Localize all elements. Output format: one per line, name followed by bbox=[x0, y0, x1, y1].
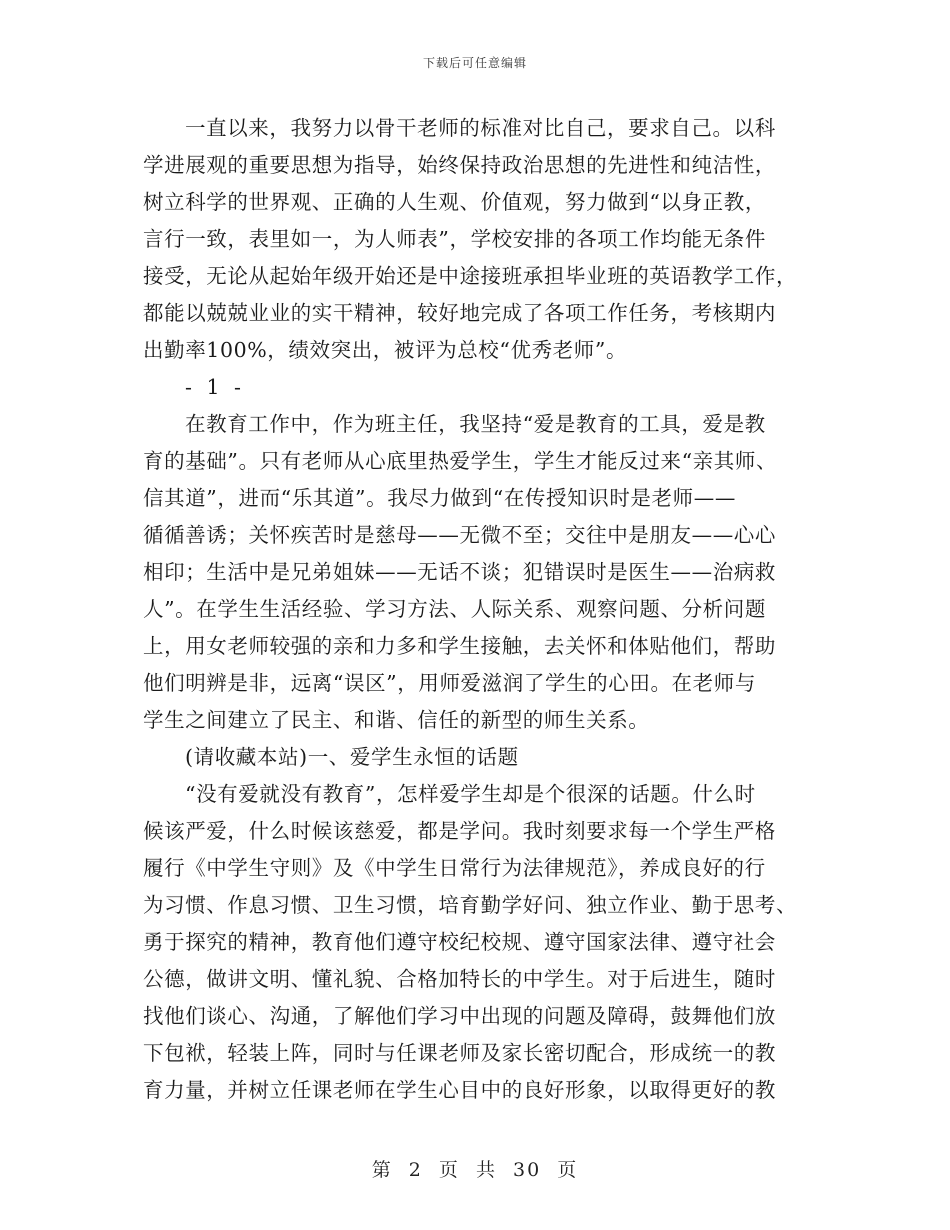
text-line: 都能以兢兢业业的实干精神，较好地完成了各项工作任务，考核期内 bbox=[143, 301, 776, 325]
footer-page-word: 页 bbox=[438, 1159, 460, 1181]
text-line: “没有爱就没有教育”，怎样爱学生却是个很深的话题。什么时 bbox=[185, 782, 756, 806]
inline-page-mark: - 1 - bbox=[185, 375, 245, 399]
text-line: 在教育工作中，作为班主任，我坚持“爱是教育的工具，爱是教 bbox=[185, 412, 766, 436]
text-line: 下包袱，轻装上阵，同时与任课老师及家长密切配合，形成统一的教 bbox=[143, 1041, 776, 1065]
text-line: 学生之间建立了民主、和谐、信任的新型的师生关系。 bbox=[143, 708, 650, 732]
text-line: 循循善诱；关怀疾苦时是慈母——无微不至；交往中是朋友——心心 bbox=[143, 523, 776, 547]
text-line: 找他们谈心、沟通，了解他们学习中出现的问题及障碍，鼓舞他们放 bbox=[143, 1004, 776, 1028]
text-line: 树立科学的世界观、正确的人生观、价值观，努力做到“以身正教， bbox=[143, 190, 766, 214]
text-line: 信其道”，进而“乐其道”。我尽力做到“在传授知识时是老师—— bbox=[143, 486, 736, 510]
text-line: 出勤率100%，绩效突出，被评为总校“优秀老师”。 bbox=[143, 338, 628, 362]
current-page-number: 2 bbox=[408, 1159, 423, 1181]
page-footer bbox=[0, 1155, 950, 1182]
document-body bbox=[143, 110, 815, 1109]
text-line: 接受，无论从起始年级开始还是中途接班承担毕业班的英语教学工作， bbox=[143, 264, 798, 288]
footer-suffix: 页 bbox=[557, 1159, 579, 1181]
text-line: 他们明辨是非，远离“误区”，用师爱滋润了学生的心田。在老师与 bbox=[143, 671, 756, 695]
footer-prefix: 第 bbox=[371, 1159, 393, 1181]
text-line: 公德，做讲文明、懂礼貌、合格加特长的中学生。对于后进生，随时 bbox=[143, 967, 776, 991]
text-line: 育力量，并树立任课老师在学生心目中的良好形象，以取得更好的教 bbox=[143, 1078, 776, 1102]
page-header: 下载后可任意编辑 bbox=[422, 56, 527, 70]
section-heading: (请收藏本站)一、爱学生永恒的话题 bbox=[185, 745, 519, 769]
footer-total-word: 共 bbox=[475, 1159, 497, 1181]
text-line: 一直以来，我努力以骨干老师的标准对比自己，要求自己。以科 bbox=[185, 116, 776, 140]
text-line: 候该严爱，什么时候该慈爱，都是学问。我时刻要求每一个学生严格 bbox=[143, 819, 776, 843]
text-line: 履行《中学生守则》及《中学生日常行为法律规范》，养成良好的行 bbox=[143, 856, 766, 880]
total-page-count: 30 bbox=[513, 1159, 542, 1181]
text-line: 上，用女老师较强的亲和力多和学生接触，去关怀和体贴他们，帮助 bbox=[143, 634, 776, 658]
text-line: 言行一致，表里如一，为人师表”，学校安排的各项工作均能无条件 bbox=[143, 227, 766, 251]
text-line: 人”。在学生生活经验、学习方法、人际关系、观察问题、分析问题 bbox=[143, 597, 766, 621]
text-line: 相印；生活中是兄弟姐妹——无话不谈；犯错误时是医生——治病救 bbox=[143, 560, 776, 584]
text-line: 为习惯、作息习惯、卫生习惯，培育勤学好问、独立作业、勤于思考、 bbox=[143, 893, 798, 917]
text-line: 育的基础”。只有老师从心底里热爱学生，学生才能反过来“亲其师、 bbox=[143, 449, 778, 473]
text-line: 勇于探究的精神，教育他们遵守校纪校规、遵守国家法律、遵守社会 bbox=[143, 930, 776, 954]
text-line: 学进展观的重要思想为指导，始终保持政治思想的先进性和纯洁性， bbox=[143, 153, 776, 177]
